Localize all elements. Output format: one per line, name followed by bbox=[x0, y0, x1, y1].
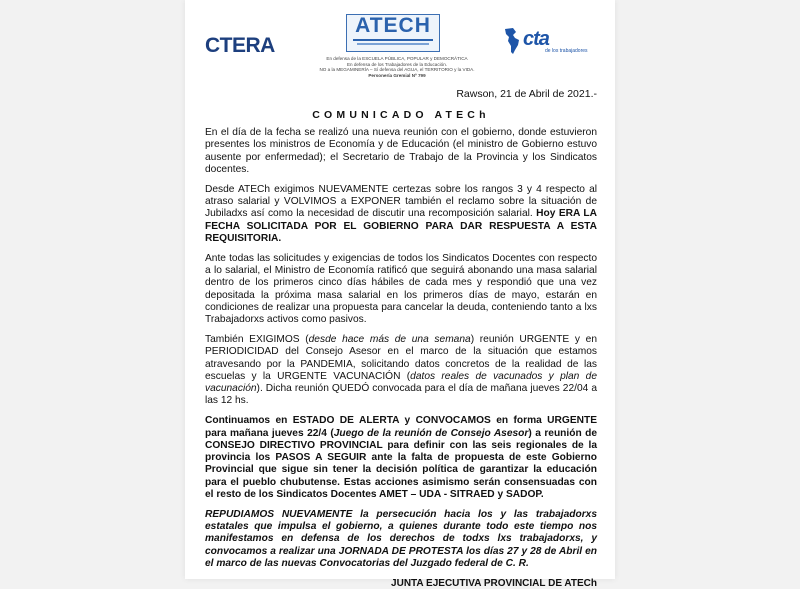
document-page bbox=[185, 0, 615, 589]
document-title: COMUNICADO ATECh bbox=[312, 109, 490, 121]
cta-logo-text: cta bbox=[523, 28, 549, 50]
cta-logo bbox=[501, 26, 597, 56]
paragraph-text: En el día de la fecha se realizó una nueva reunión con el gobierno, donde estuvieron presentes los ministros de Economía y de Educación (el ministro de Gobierno estuvo ausente por enfermedad); el Secretario de Trabajo de la Provincia y los Sindicatos docentes. bbox=[205, 127, 597, 175]
paragraph-2 bbox=[205, 184, 597, 245]
paragraph-5 bbox=[205, 415, 597, 501]
paragraph-text: ). Dicha reunión QUEDÓ convocada para el día de mañana jueves 22/04 a las 12 hs. bbox=[205, 383, 597, 407]
slogan-line: Personería Gremial Nº 799 bbox=[368, 72, 426, 78]
document-content bbox=[205, 0, 597, 589]
cta-logo-subtitle: de los trabajadores bbox=[545, 48, 588, 54]
paragraph-italic-text: Juego de la reunión de Consejo Asesor bbox=[333, 427, 529, 439]
ctera-logo-text: CTERA bbox=[205, 34, 275, 57]
paragraph-6 bbox=[205, 509, 597, 570]
letterhead-slogan bbox=[297, 56, 497, 78]
paragraph-text: Desde ATECh exigimos NUEVAMENTE certezas sobre los rangos 3 y 4 respecto al atraso salarial y VOLVIMOS a EXPONER también el reclamo sobre la situación de Jubiladxs así como la necesidad de discutir una recomposición salarial. bbox=[205, 183, 597, 220]
atech-logo-text: ATECH bbox=[355, 14, 431, 37]
atech-logo-stripe bbox=[357, 43, 429, 45]
letterhead bbox=[205, 0, 597, 82]
atech-logo bbox=[346, 14, 440, 52]
atech-logo-stripe bbox=[353, 39, 433, 41]
slogan-line: En defensa de los Trabajadores de la Educación. bbox=[346, 61, 448, 67]
paragraph-text: ) a reunión de CONSEJO DIRECTIVO PROVINCIAL para definir con las seis regionales de la provincia los PASOS A SEGUIR ante la falta de propuesta de este Gobierno Provincial que sigue sin tener la decisión política de garantizar la educación para el pueblo chubutense. Estas acciones asimismo serán consensuadas con el resto de los Sindicatos Docentes AMET – UDA - SITRAED y SADOP. bbox=[205, 427, 598, 501]
ctera-logo bbox=[205, 34, 275, 58]
paragraph-italic-text: datos reales de vacunados y plan de vacunación bbox=[205, 370, 597, 395]
paragraph-text: Continuamos en ESTADO DE ALERTA y CONVOCAMOS en forma URGENTE para mañana jueves 22/4 ( bbox=[205, 415, 597, 439]
paragraph-text: REPUDIAMOS NUEVAMENTE la persecución hacia los y las trabajadorxs estatales que impulsa el gobierno, a quienes durante todo este tiempo nos manifestamos en defensa de los derechos de todxs lxs trabajadorxs, y convocamos a realizar una JORNADA DE PROTESTA los días 27 y 28 de Abril en el marco de las nuevas Convocatorias del Juzgado federal de C. R. bbox=[205, 508, 597, 569]
slogan-line: En defensa de la ESCUELA PÚBLICA, POPULAR y DEMOCRÁTICA bbox=[326, 56, 468, 61]
paragraph-bold-text: Hoy ERA LA FECHA SOLICITADA POR EL GOBIERNO PARA DAR RESPUESTA A ESTA REQUISITORIA. bbox=[205, 208, 597, 244]
signature: JUNTA EJECUTIVA PROVINCIAL DE ATECh bbox=[391, 577, 597, 589]
paragraph-text: También EXIGIMOS ( bbox=[205, 333, 309, 345]
paragraph-3 bbox=[205, 253, 597, 327]
paragraph-italic-text: desde hace más de una semana bbox=[308, 333, 471, 345]
document-date: Rawson, 21 de Abril de 2021.- bbox=[456, 88, 597, 100]
paragraph-text: ) reunión URGENTE y en PERIODICIDAD del Consejo Asesor en el marco de la situación que estamos atravesando por la PANDEMIA, solicitando datos concretos de la realidad de las escuelas y la URGENTE VACUNACIÓN ( bbox=[205, 333, 597, 382]
paragraph-4 bbox=[205, 334, 597, 408]
slogan-line: NO a la MEGAMINERÍA – Sí defensa del AGUA, el TERRITORIO y la VIDA. bbox=[319, 67, 475, 72]
paragraph-1 bbox=[205, 127, 597, 176]
paragraph-text: Ante todas las solicitudes y exigencias de todos los Sindicatos Docentes con respecto a lo salarial, el Ministro de Economía ratificó que seguirá abonando una masa salarial dentro de los primeros cinco días hábiles de cada mes y respondió que una vez depositada la próxima masa salarial en los primeros días de mayo, estarán en condiciones de realizar una propuesta para cancelar la deuda, conteniendo tanto a lxs Trabajadorxs activos como pasivos. bbox=[205, 252, 597, 326]
